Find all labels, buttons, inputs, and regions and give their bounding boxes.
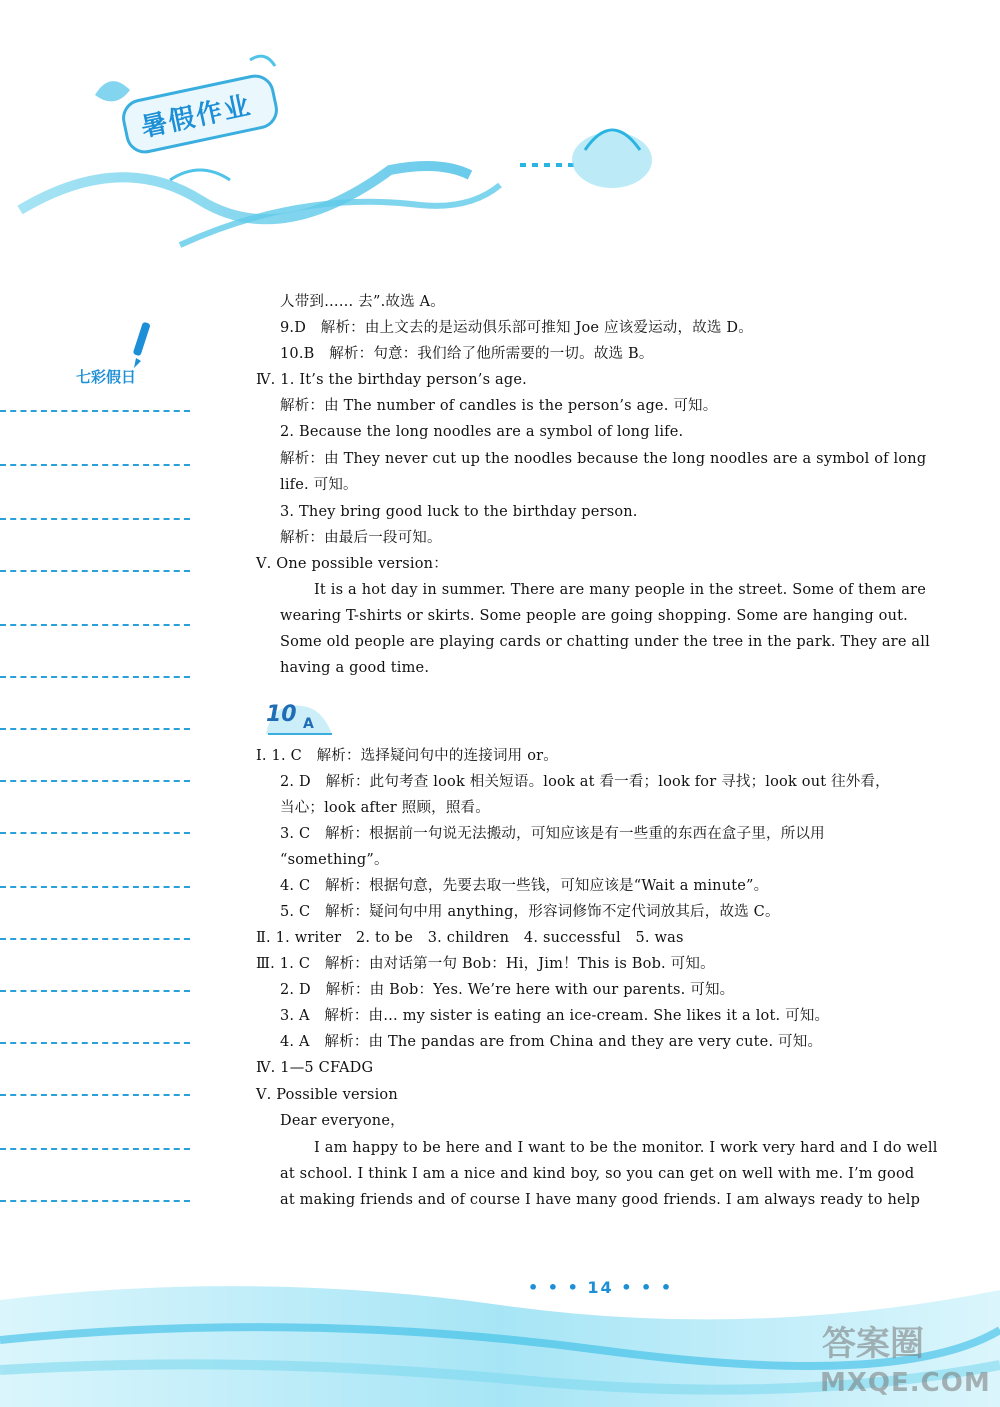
answer-line: Ⅱ. 1. writer 2. to be 3. children 4. successful 5. was <box>256 930 684 946</box>
answer-line: Ⅳ. 1—5 CFADG <box>256 1060 374 1076</box>
writing-line <box>0 728 190 730</box>
answer-line: 3. A 解析：由… my sister is eating an ice-cream. She likes it a lot. 可知。 <box>280 1008 830 1024</box>
page-title: 暑假作业 <box>138 90 255 144</box>
answer-line: wearing T-shirts or skirts. Some people are going shopping. Some are hanging out. <box>280 608 908 624</box>
answer-line: 2. D 解析：由 Bob：Yes. We’re here with our parents. 可知。 <box>280 982 735 998</box>
writing-line <box>0 780 190 782</box>
answer-line: 解析：由最后一段可知。 <box>280 530 442 546</box>
writing-line <box>0 518 190 520</box>
answer-line: Dear everyone， <box>280 1113 405 1129</box>
answer-line: at making friends and of course I have many good friends. I am always ready to help <box>280 1192 921 1208</box>
writing-line <box>0 832 190 834</box>
answer-line: 2. Because the long noodles are a symbol of long life. <box>280 424 684 440</box>
answer-line: 5. C 解析：疑问句中用 anything，形容词修饰不定代词放其后，故选 C。 <box>280 904 780 920</box>
answer-line: at school. I think I am a nice and kind boy, so you can get on well with me. I’m good <box>280 1166 915 1182</box>
writing-line <box>0 624 190 626</box>
writing-line <box>0 1200 190 1202</box>
answer-line: Ⅲ. 1. C 解析：由对话第一句 Bob：Hi，Jim！This is Bob. 可知。 <box>256 956 715 972</box>
sidebar-label: 七彩假日 <box>76 368 137 386</box>
watermark-url: MXQE.COM <box>820 1368 991 1398</box>
answer-line: I am happy to be here and I want to be the monitor. I work very hard and I do well <box>314 1140 938 1156</box>
answer-line: 解析：由 They never cut up the noodles because the long noodles are a symbol of long <box>280 451 927 467</box>
answer-line: 当心；look after 照顾，照看。 <box>280 800 490 816</box>
answer-line: 3. They bring good luck to the birthday person. <box>280 504 638 520</box>
answer-line: 10.B 解析：句意：我们给了他所需要的一切。故选 B。 <box>280 346 654 362</box>
writing-line <box>0 410 190 412</box>
answer-line: life. 可知。 <box>280 477 358 493</box>
answer-line: Ⅳ. 1. It’s the birthday person’s age. <box>256 372 527 388</box>
answer-line: “something”。 <box>280 852 389 868</box>
answer-line: having a good time. <box>280 660 430 676</box>
writing-line <box>0 464 190 466</box>
writing-line <box>0 1042 190 1044</box>
answer-line: 解析：由 The number of candles is the person’s age. 可知。 <box>280 398 718 414</box>
answer-line: 人带到…… 去”.故选 A。 <box>280 294 446 310</box>
answer-line: 2. D 解析：此句考查 look 相关短语。look at 看一看；look for 寻找；look out 往外看， <box>280 774 890 790</box>
writing-line <box>0 1094 190 1096</box>
answer-line: Ⅴ. One possible version： <box>256 556 448 572</box>
pen-icon <box>128 318 156 370</box>
answer-line: Ⅴ. Possible version <box>256 1087 398 1103</box>
writing-line <box>0 1148 190 1150</box>
answer-line: 4. C 解析：根据句意，先要去取一些钱，可知应该是“Wait a minute”。 <box>280 878 769 894</box>
unit-letter: A <box>303 716 314 732</box>
writing-line <box>0 886 190 888</box>
answer-line: It is a hot day in summer. There are many people in the street. Some of them are <box>314 582 926 598</box>
page-number: • • • 14 • • • <box>528 1278 674 1297</box>
answer-line: Some old people are playing cards or chatting under the tree in the park. They are all <box>280 634 930 650</box>
writing-line <box>0 570 190 572</box>
answer-line: Ⅰ. 1. C 解析：选择疑问句中的连接词用 or。 <box>256 748 558 764</box>
answer-line: 3. C 解析：根据前一句说无法搬动，可知应该是有一些重的东西在盒子里，所以用 <box>280 826 825 842</box>
writing-line <box>0 990 190 992</box>
writing-line <box>0 938 190 940</box>
watermark-logo: 答案圈 <box>822 1324 924 1364</box>
unit-number: 10 <box>266 702 297 727</box>
answer-line: 4. A 解析：由 The pandas are from China and they are very cute. 可知。 <box>280 1034 823 1050</box>
writing-line <box>0 676 190 678</box>
answer-line: 9.D 解析：由上文去的是运动俱乐部可推知 Joe 应该爱运动，故选 D。 <box>280 320 753 336</box>
